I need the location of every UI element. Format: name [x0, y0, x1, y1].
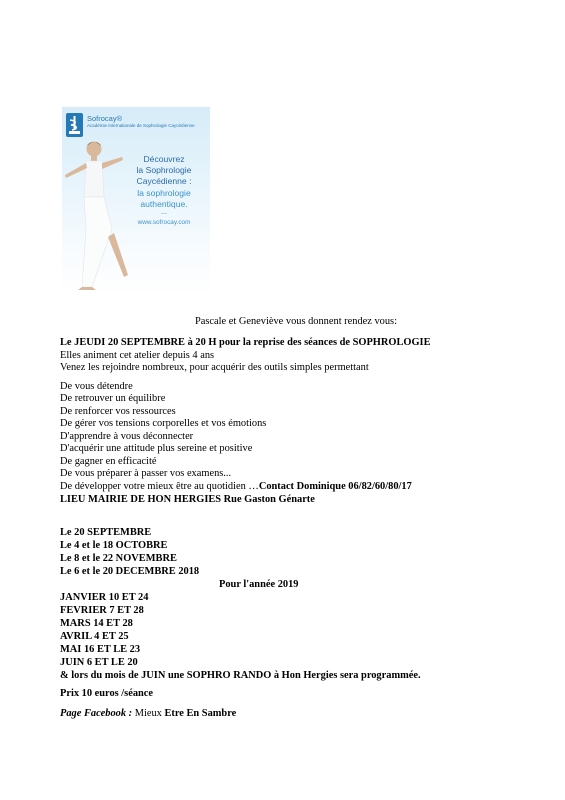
tagline-line-2: la Sophrologie — [136, 165, 192, 176]
contact-phone: Contact Dominique 06/82/60/80/17 — [258, 481, 412, 492]
benefit-item-with-contact — [60, 481, 412, 493]
facebook-line — [60, 708, 236, 720]
date-2019-item: AVRIL 4 ET 25 — [60, 631, 129, 642]
benefit-item: De vous préparer à passer vos examens... — [60, 468, 232, 479]
venez-line: Venez les rejoindre nombreux, pour acquérir des outils simples permettant — [60, 362, 369, 373]
benefit-item: De gagner en efficacité — [60, 456, 157, 467]
tagline-line-5: authentique. — [140, 198, 188, 209]
flyer-brand-subtitle: Académie Internationale de Sophrologie Caycédienne — [87, 123, 195, 128]
benefit-item: De retrouver un équilibre — [60, 393, 166, 404]
sophro-rando-note: & lors du mois de JUIN une SOPHRO RANDO à Hon Hergies sera programmée. — [60, 670, 421, 681]
tagline-line-1: Découvrez — [143, 154, 185, 164]
date-2019-item: MAI 16 ET LE 23 — [60, 644, 141, 655]
date-2019-item: FEVRIER 7 ET 28 — [60, 605, 144, 616]
date-2018-item: Le 8 et le 22 NOVEMBRE — [60, 553, 177, 564]
date-2019-item: JUIN 6 ET LE 20 — [60, 657, 138, 668]
date-2018-item: Le 6 et le 20 DECEMBRE 2018 — [60, 566, 200, 577]
date-2019-item: MARS 14 ET 28 — [60, 618, 133, 629]
tagline-dash: — — [161, 211, 167, 218]
benefit-item: De renforcer vos ressources — [60, 406, 176, 417]
facebook-mieux: Mieux — [132, 708, 165, 719]
year-2019-heading: Pour l'année 2019 — [219, 579, 299, 590]
flyer-header — [66, 113, 204, 139]
flyer-brand: Sofrocay® — [87, 114, 123, 123]
atelier-line: Elles animent cet atelier depuis 4 ans — [60, 350, 215, 361]
tagline-line-4: la sophrologie — [137, 187, 191, 198]
facebook-page-name: Etre En Sambre — [164, 708, 237, 719]
flyer-tagline — [120, 154, 208, 227]
tagline-line-3: Caycédienne : — [136, 176, 192, 187]
intro-line: Pascale et Geneviève vous donnent rendez vous: — [195, 316, 397, 327]
headline: Le JEUDI 20 SEPTEMBRE à 20 H pour la reprise des séances de SOPHROLOGIE — [60, 337, 431, 348]
sofrocay-logo-icon — [66, 113, 83, 137]
benefit-item: De vous détendre — [60, 381, 133, 392]
benefit-item: D'apprendre à vous déconnecter — [60, 431, 194, 442]
benefit-item: D'acquérir une attitude plus sereine et positive — [60, 443, 253, 454]
date-2018-item: Le 4 et le 18 OCTOBRE — [60, 540, 168, 551]
flyer-website: www.sofrocay.com — [137, 219, 191, 227]
sophrology-flyer-image — [62, 107, 210, 295]
facebook-label: Page Facebook : — [60, 708, 133, 719]
benefit-item: De gérer vos tensions corporelles et vos émotions — [60, 418, 267, 429]
location-line: LIEU MAIRIE DE HON HERGIES Rue Gaston Génarte — [60, 494, 315, 505]
benefit-item: De développer votre mieux être au quotidien … — [60, 481, 259, 492]
date-2018-item: Le 20 SEPTEMBRE — [60, 527, 152, 538]
price-line: Prix 10 euros /séance — [60, 688, 154, 699]
date-2019-item: JANVIER 10 ET 24 — [60, 592, 149, 603]
